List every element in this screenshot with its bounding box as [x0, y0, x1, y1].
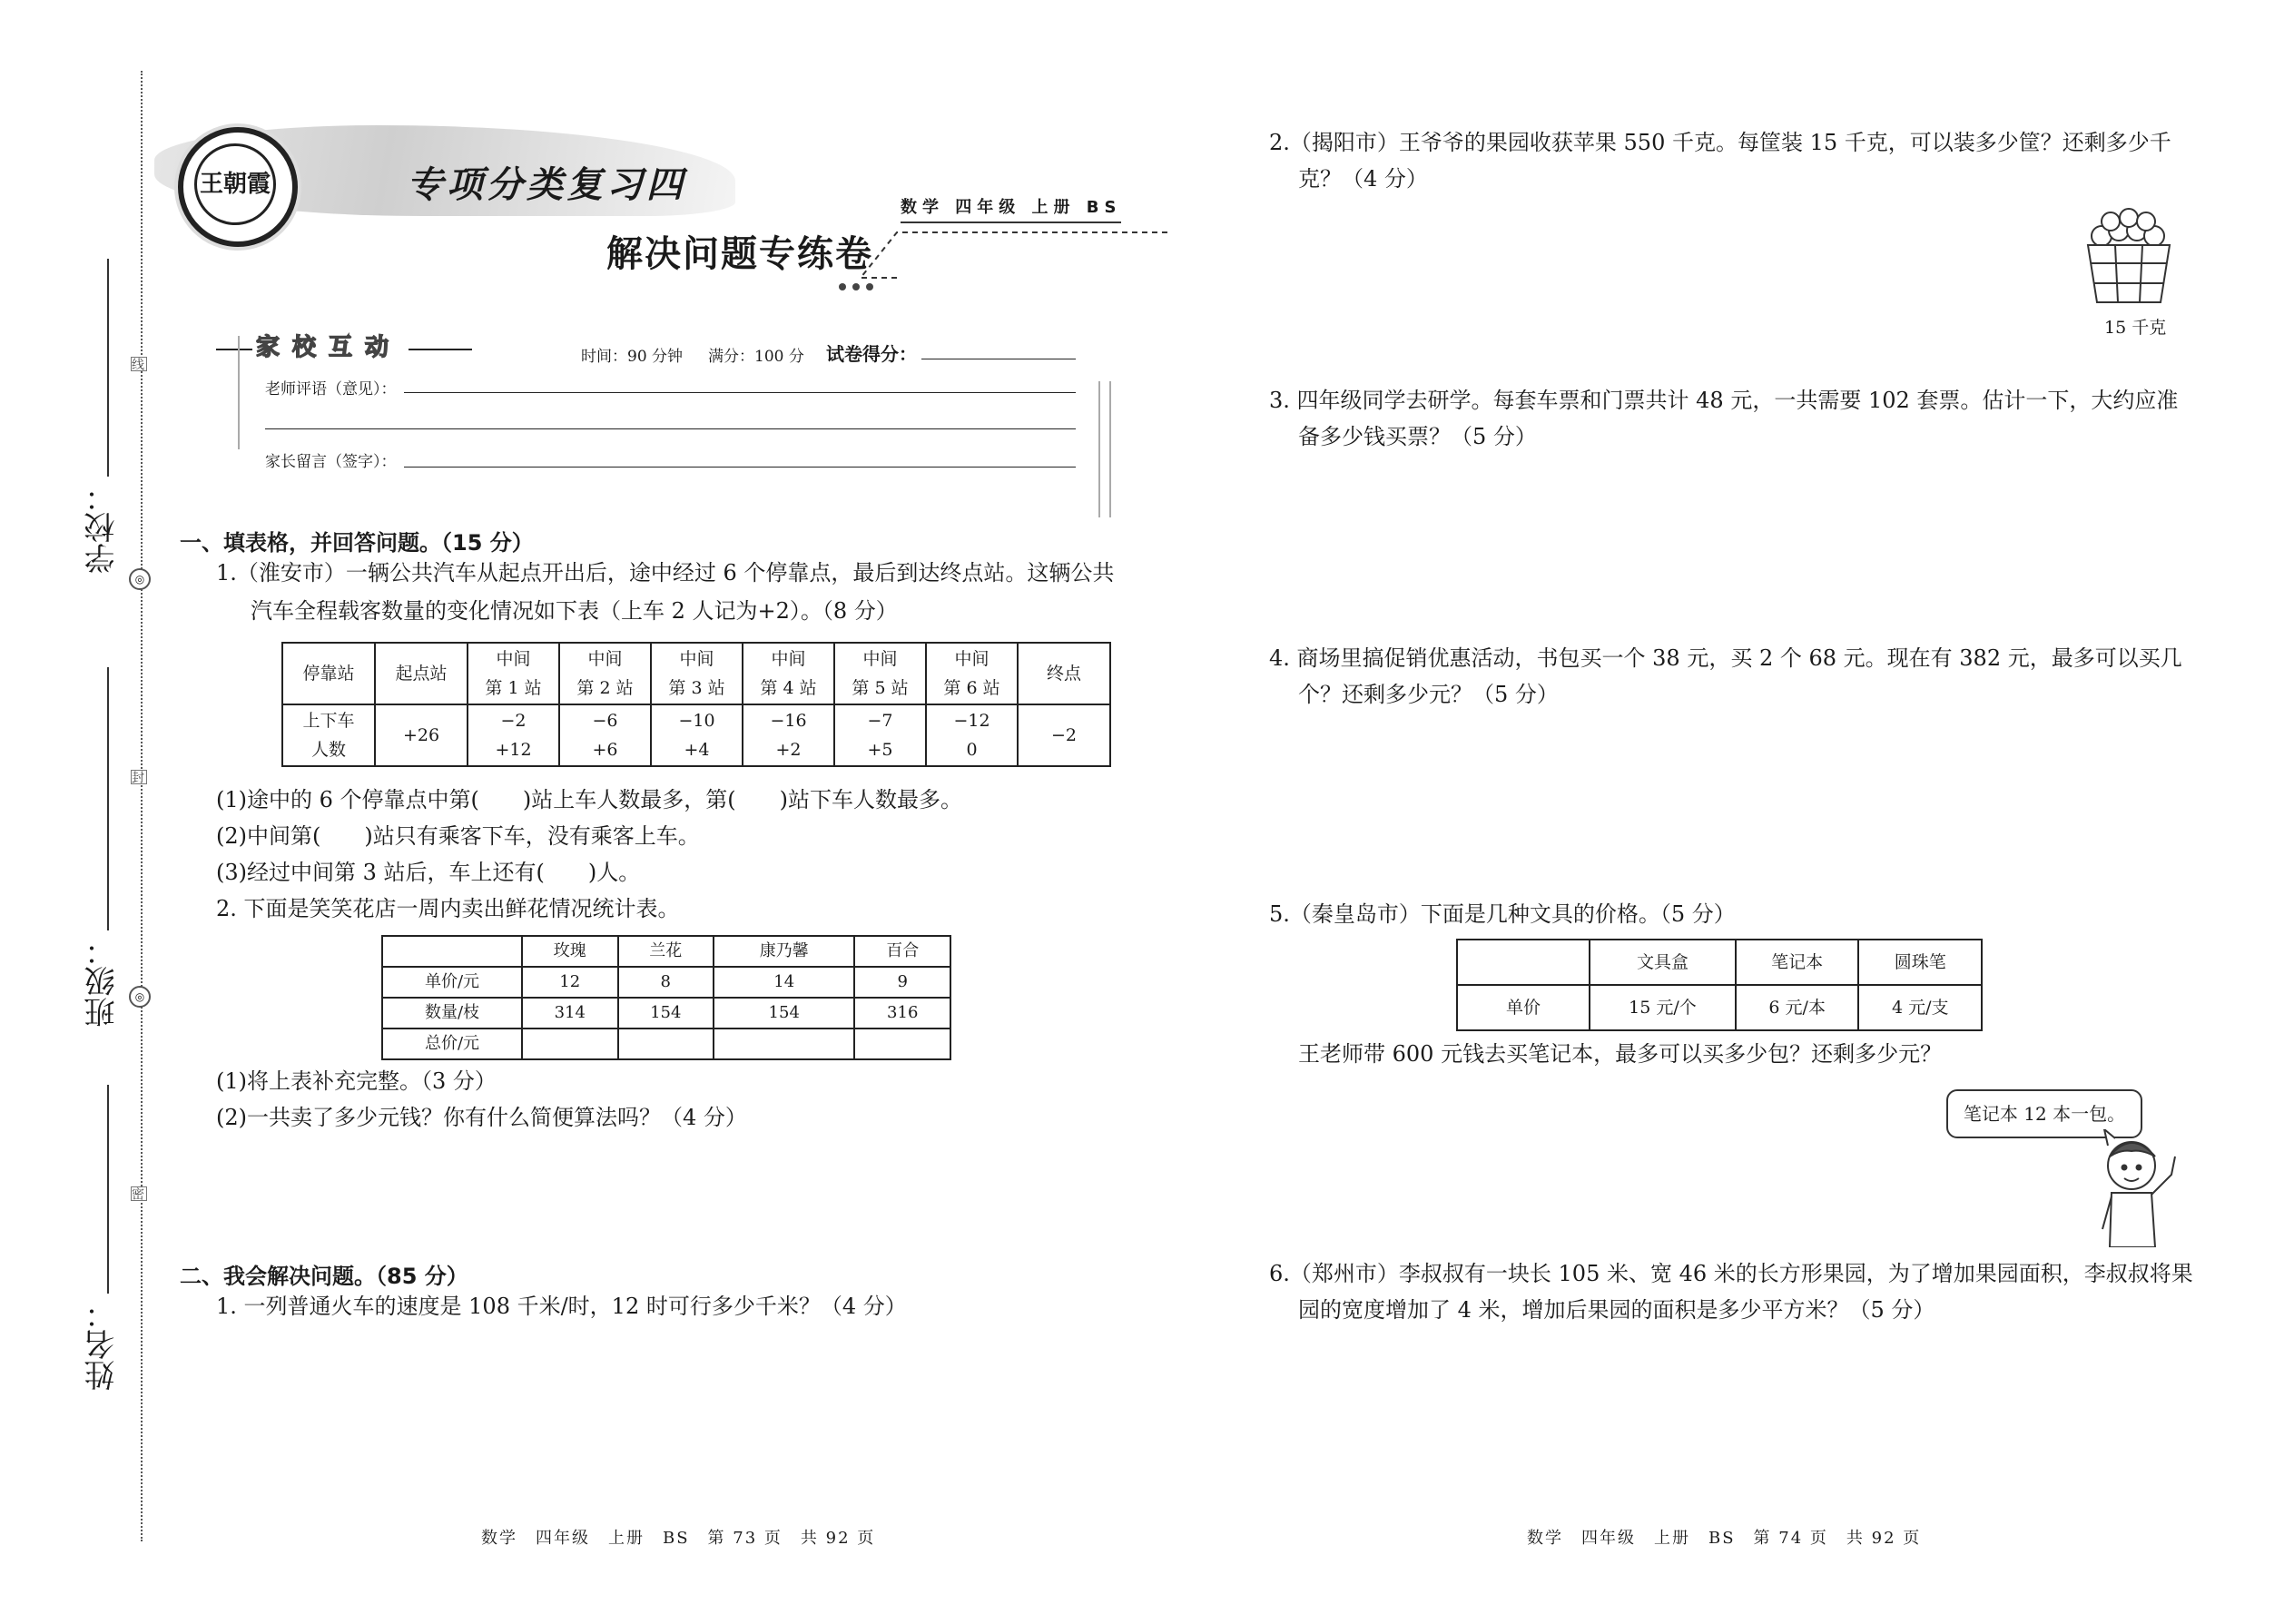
flower-cell: 8 [618, 967, 714, 998]
bus-cell-start: +26 [375, 704, 468, 766]
bus-up: +2 [775, 740, 802, 760]
bus-down: −16 [770, 711, 807, 731]
teacher-comment-label: 老师评语（意见）： [265, 380, 397, 399]
home-school-tag: 家校互动 [256, 334, 402, 361]
bus-down: −6 [592, 711, 618, 731]
bus-down: −12 [953, 711, 990, 731]
r-q5-line2: 王老师带 600 元钱去买笔记本，最多可以买多少包？还剩多少元？ [1298, 1041, 1943, 1067]
stationery-row-label: 单价 [1457, 985, 1590, 1030]
s2-q1: 1. 一列普通火车的速度是 108 千米/时，12 时可行多少千米？（4 分） [216, 1294, 907, 1319]
stationery-cell: 15 元/个 [1590, 985, 1736, 1030]
binding-char-mi: 密 [131, 1186, 147, 1201]
q2-sub2: (2)一共卖了多少元钱？你有什么简便算法吗？（4 分） [216, 1105, 747, 1130]
bus-down: −7 [867, 711, 893, 731]
r-q6-line2: 园的宽度增加了 4 米，增加后果园的面积是多少平方米？（5 分） [1298, 1297, 1935, 1323]
stationery-header-cell: 圆珠笔 [1858, 940, 1982, 985]
bus-header-cell: 中间 第 3 站 [651, 643, 743, 704]
bus-header-cell: 停靠站 [282, 643, 375, 704]
binding-dotted-line [141, 71, 143, 1541]
stationery-table [1456, 939, 1983, 1031]
flower-cell: 9 [854, 967, 950, 998]
bus-cell-station [834, 704, 926, 766]
flower-cell: 316 [854, 998, 950, 1029]
flower-total-blank[interactable] [714, 1029, 854, 1059]
frame-line [1098, 381, 1100, 517]
flower-row-price [382, 967, 950, 998]
divider [409, 349, 472, 350]
basket-label: 15 千克 [2104, 318, 2167, 338]
logo-text: 王朝霞 [194, 143, 276, 225]
binding-circle-icon: ◎ [129, 568, 151, 590]
frame-line [1109, 381, 1111, 517]
name-label: 姓名： [84, 1298, 121, 1391]
q1-sub3: (3)经过中间第 3 站后，车上还有( )人。 [216, 860, 641, 885]
section1-heading: 一、填表格，并回答问题。（15 分） [180, 530, 534, 556]
boy-illustration-icon [2097, 1129, 2188, 1247]
flower-total-blank[interactable] [854, 1029, 950, 1059]
teacher-comment-line-2[interactable] [265, 428, 1076, 429]
flower-cell: 314 [522, 998, 618, 1029]
r-q4-line1: 4. 商场里搞促销优惠活动，书包买一个 38 元，买 2 个 68 元。现在有 382 元，最多可以买几 [1269, 645, 2182, 671]
school-line [107, 259, 109, 477]
bus-header-cell: 中间 第 4 站 [743, 643, 834, 704]
bus-row-label: 上下车 人数 [282, 704, 375, 766]
class-label: 班级： [84, 935, 121, 1028]
bus-cell-station [651, 704, 743, 766]
stationery-header-cell: 笔记本 [1736, 940, 1859, 985]
bus-cell-station [743, 704, 834, 766]
flower-header-cell: 康乃馨 [714, 936, 854, 967]
teacher-comment-line[interactable] [404, 392, 1076, 393]
bus-cell-station [926, 704, 1018, 766]
flower-row-quantity [382, 998, 950, 1029]
bus-up: +12 [495, 740, 532, 760]
bus-header-cell: 中间 第 6 站 [926, 643, 1018, 704]
flower-cell: 14 [714, 967, 854, 998]
frame-line [238, 336, 240, 449]
bus-cell-end: −2 [1018, 704, 1110, 766]
flower-row-label: 总价/元 [382, 1029, 522, 1059]
q2-sub1: (1)将上表补充完整。（3 分） [216, 1068, 497, 1094]
bus-header-cell: 起点站 [375, 643, 468, 704]
bus-up: +4 [684, 740, 710, 760]
q1-sub2: (2)中间第( )站只有乘客下车，没有乘客上车。 [216, 823, 700, 849]
parent-comment-line[interactable] [404, 467, 1076, 468]
class-line [107, 667, 109, 930]
apple-basket-icon [2079, 207, 2179, 307]
score-label: 试卷得分： [826, 343, 917, 365]
r-q4-line2: 个？还剩多少元？（5 分） [1298, 682, 1559, 707]
flower-cell: 154 [714, 998, 854, 1029]
flower-total-blank[interactable] [618, 1029, 714, 1059]
flower-row-label: 单价/元 [382, 967, 522, 998]
bus-header-cell: 中间 第 2 站 [559, 643, 651, 704]
bus-table [281, 642, 1111, 767]
stationery-header-cell [1457, 940, 1590, 985]
bus-up: +5 [867, 740, 893, 760]
bus-header-cell: 终点 [1018, 643, 1110, 704]
flower-header-cell: 兰花 [618, 936, 714, 967]
stationery-price-row [1457, 985, 1982, 1030]
r-q5-line1: 5.（秦皇岛市）下面是几种文具的价格。（5 分） [1269, 901, 1736, 927]
r-q3-line2: 备多少钱买票？（5 分） [1298, 424, 1537, 449]
bus-cell-station [468, 704, 559, 766]
bus-header-cell: 中间 第 5 站 [834, 643, 926, 704]
binding-circle-icon: ◎ [129, 986, 151, 1008]
footer-right: 数学 四年级 上册 BS 第 74 页 共 92 页 [1527, 1529, 1922, 1548]
flower-cell: 154 [618, 998, 714, 1029]
bus-cell-station [559, 704, 651, 766]
section2-heading: 二、我会解决问题。（85 分） [180, 1264, 468, 1289]
r-q3-line1: 3. 四年级同学去研学。每套车票和门票共计 48 元，一共需要 102 套票。估计一下，大约应准 [1269, 388, 2179, 413]
stationery-header-cell: 文具盒 [1590, 940, 1736, 985]
bus-table-header-row [282, 643, 1110, 704]
q1-text-line2: 汽车全程载客数量的变化情况如下表（上车 2 人记为+2）。（8 分） [251, 598, 898, 624]
subject-tag: 数学 四年级 上册 BS [901, 194, 1121, 223]
footer-left: 数学 四年级 上册 BS 第 73 页 共 92 页 [481, 1529, 876, 1548]
binding-char-feng: 封 [131, 770, 147, 784]
brand-logo [178, 127, 298, 247]
flower-row-total [382, 1029, 950, 1059]
speech-bubble: 笔记本 12 本一包。 [1946, 1089, 2142, 1138]
flower-row-label: 数量/枝 [382, 998, 522, 1029]
flower-header-cell [382, 936, 522, 967]
school-label: 学校： [84, 481, 121, 574]
q2-text: 2. 下面是笑笑花店一周内卖出鲜花情况统计表。 [216, 896, 680, 921]
full-score: 满分：100 分 [708, 348, 804, 366]
r-q2-line2: 克？（4 分） [1298, 166, 1428, 192]
name-line [107, 1085, 109, 1294]
bus-down: −10 [678, 711, 715, 731]
bus-table-data-row [282, 704, 1110, 766]
flower-total-blank[interactable] [522, 1029, 618, 1059]
bus-up: 0 [966, 740, 978, 760]
banner-title: 专项分类复习四 [407, 164, 686, 206]
bus-header-cell: 中间 第 1 站 [468, 643, 559, 704]
stationery-cell: 6 元/本 [1736, 985, 1859, 1030]
q1-sub1: (1)途中的 6 个停靠点中第( )站上车人数最多，第( )站下车人数最多。 [216, 787, 962, 812]
flower-cell: 12 [522, 967, 618, 998]
stationery-cell: 4 元/支 [1858, 985, 1982, 1030]
r-q2-line1: 2.（揭阳市）王爷爷的果园收获苹果 550 千克。每筐装 15 千克，可以装多少筐？还剩多少千 [1269, 130, 2171, 155]
flower-header-cell: 玫瑰 [522, 936, 618, 967]
r-q6-line1: 6.（郑州市）李叔叔有一块长 105 米、宽 46 米的长方形果园，为了增加果园面积，李叔叔将果 [1269, 1261, 2193, 1286]
parent-comment-label: 家长留言（签字）： [265, 453, 397, 471]
binding-char-xian: 线 [131, 357, 147, 371]
q1-text-line1: 1.（淮安市）一辆公共汽车从起点开出后，途中经过 6 个停靠点，最后到达终点站。这辆公共 [216, 560, 1115, 586]
divider [216, 349, 252, 350]
exam-time: 时间：90 分钟 [581, 348, 684, 366]
flower-header-cell: 百合 [854, 936, 950, 967]
bus-up: +6 [592, 740, 618, 760]
paper-title: 解决问题专练卷 [606, 232, 873, 275]
stationery-header-row [1457, 940, 1982, 985]
flower-table [381, 935, 951, 1060]
bus-down: −2 [500, 711, 527, 731]
flower-header-row [382, 936, 950, 967]
